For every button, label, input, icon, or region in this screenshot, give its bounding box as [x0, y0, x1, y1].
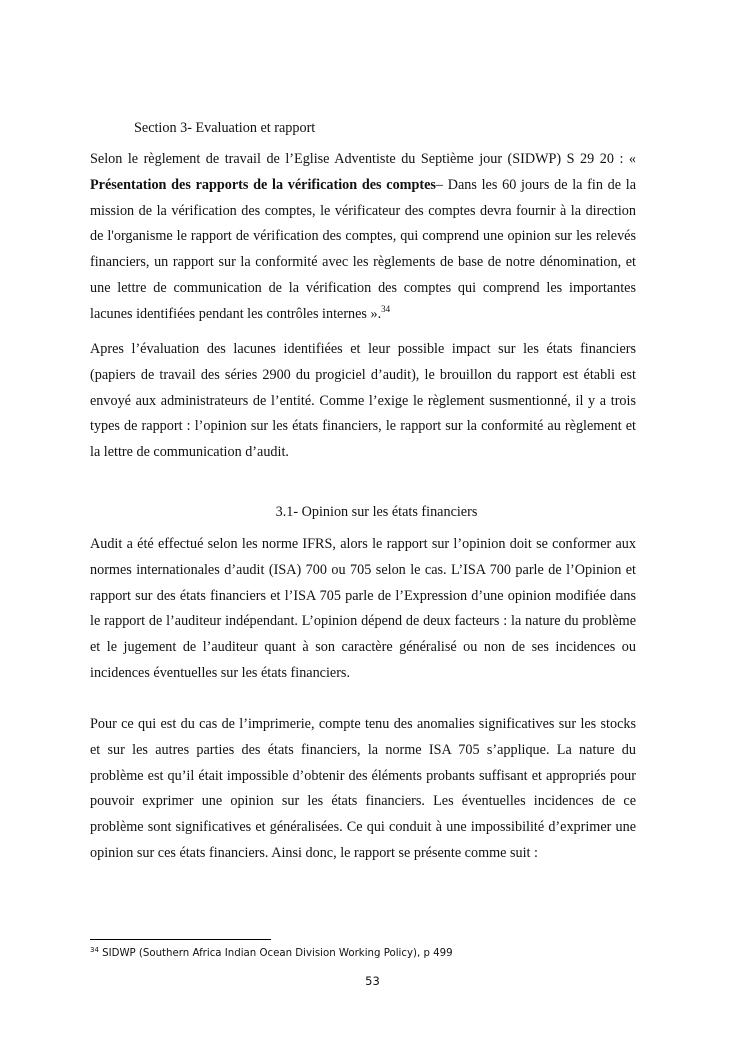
footnote-separator	[90, 939, 271, 940]
footnote-text: SIDWP (Southern Africa Indian Ocean Division Working Policy), p 499	[98, 948, 453, 959]
page-number: 53	[365, 974, 380, 988]
footnote	[90, 946, 453, 962]
quoted-title-bold: Présentation des rapports de la vérification des comptes	[90, 176, 436, 193]
paragraph-report-types: Apres l’évaluation des lacunes identifiées et leur possible impact sur les états financiers (papiers de travail des séries 2900 du progiciel d’audit), le brouillon du rapport est établi est envoyé aux administrateurs de l’entité. Comme l’exige le règlement susmentionné, il y a trois types de rapport : l’opinion sur les états financiers, le rapport sur la conformité au règlement et la lettre de communication d’audit.	[90, 341, 636, 461]
paragraph-intro: Selon le règlement de travail de l’Eglise Adventiste du Septième jour (SIDWP) S 29 20 : «	[90, 151, 636, 167]
paragraph-quote-body: – Dans les 60 jours de la fin de la mission de la vérification des comptes, le vérificateur des comptes devra fournir à la direction de l'organisme le rapport de vérification des comptes, qui comprend une opinion sur les relevés financiers, un rapport sur la conformité avec les règlements de base de notre dénomination, et une lettre de communication de la vérification des comptes qui comprend les importantes lacunes identifiées pendant les contrôles internes ».	[90, 176, 637, 322]
footnote-reference[interactable]: 34	[381, 303, 391, 314]
subsection-heading: 3.1- Opinion sur les états financiers	[275, 504, 478, 520]
paragraph-printing-case: Pour ce qui est du cas de l’imprimerie, compte tenu des anomalies significatives sur les stocks et sur les autres parties des états financiers, la norme ISA 705 s’applique. La nature du problème est qu’il était impossible d’obtenir des éléments probants suffisant et appropriés pour pouvoir exprimer une opinion sur les états financiers. Les éventuelles incidences de ce problème sont significatives et généralisées. Ce qui conduit à une impossibilité d’exprimer une opinion sur ces états financiers. Ainsi donc, le rapport se présente comme suit :	[90, 716, 636, 861]
paragraph-policy-quote	[90, 147, 636, 328]
paragraph-audit-standards: Audit a été effectué selon les norme IFRS, alors le rapport sur l’opinion doit se conformer aux normes internationales d’audit (ISA) 700 ou 705 selon le cas. L’ISA 700 parle de l’Opinion et rapport sur des états financiers et l’ISA 705 parle de l’Expression d’une opinion modifiée dans le rapport de l’auditeur indépendant. L’opinion dépend de deux facteurs : la nature du problème et le jugement de l’auditeur quant à son caractère généralisé ou non de ses incidences ou incidences éventuelles sur les états financiers.	[90, 536, 636, 681]
section-heading: Section 3- Evaluation et rapport	[134, 120, 316, 136]
footnote-marker: 34	[90, 946, 99, 954]
